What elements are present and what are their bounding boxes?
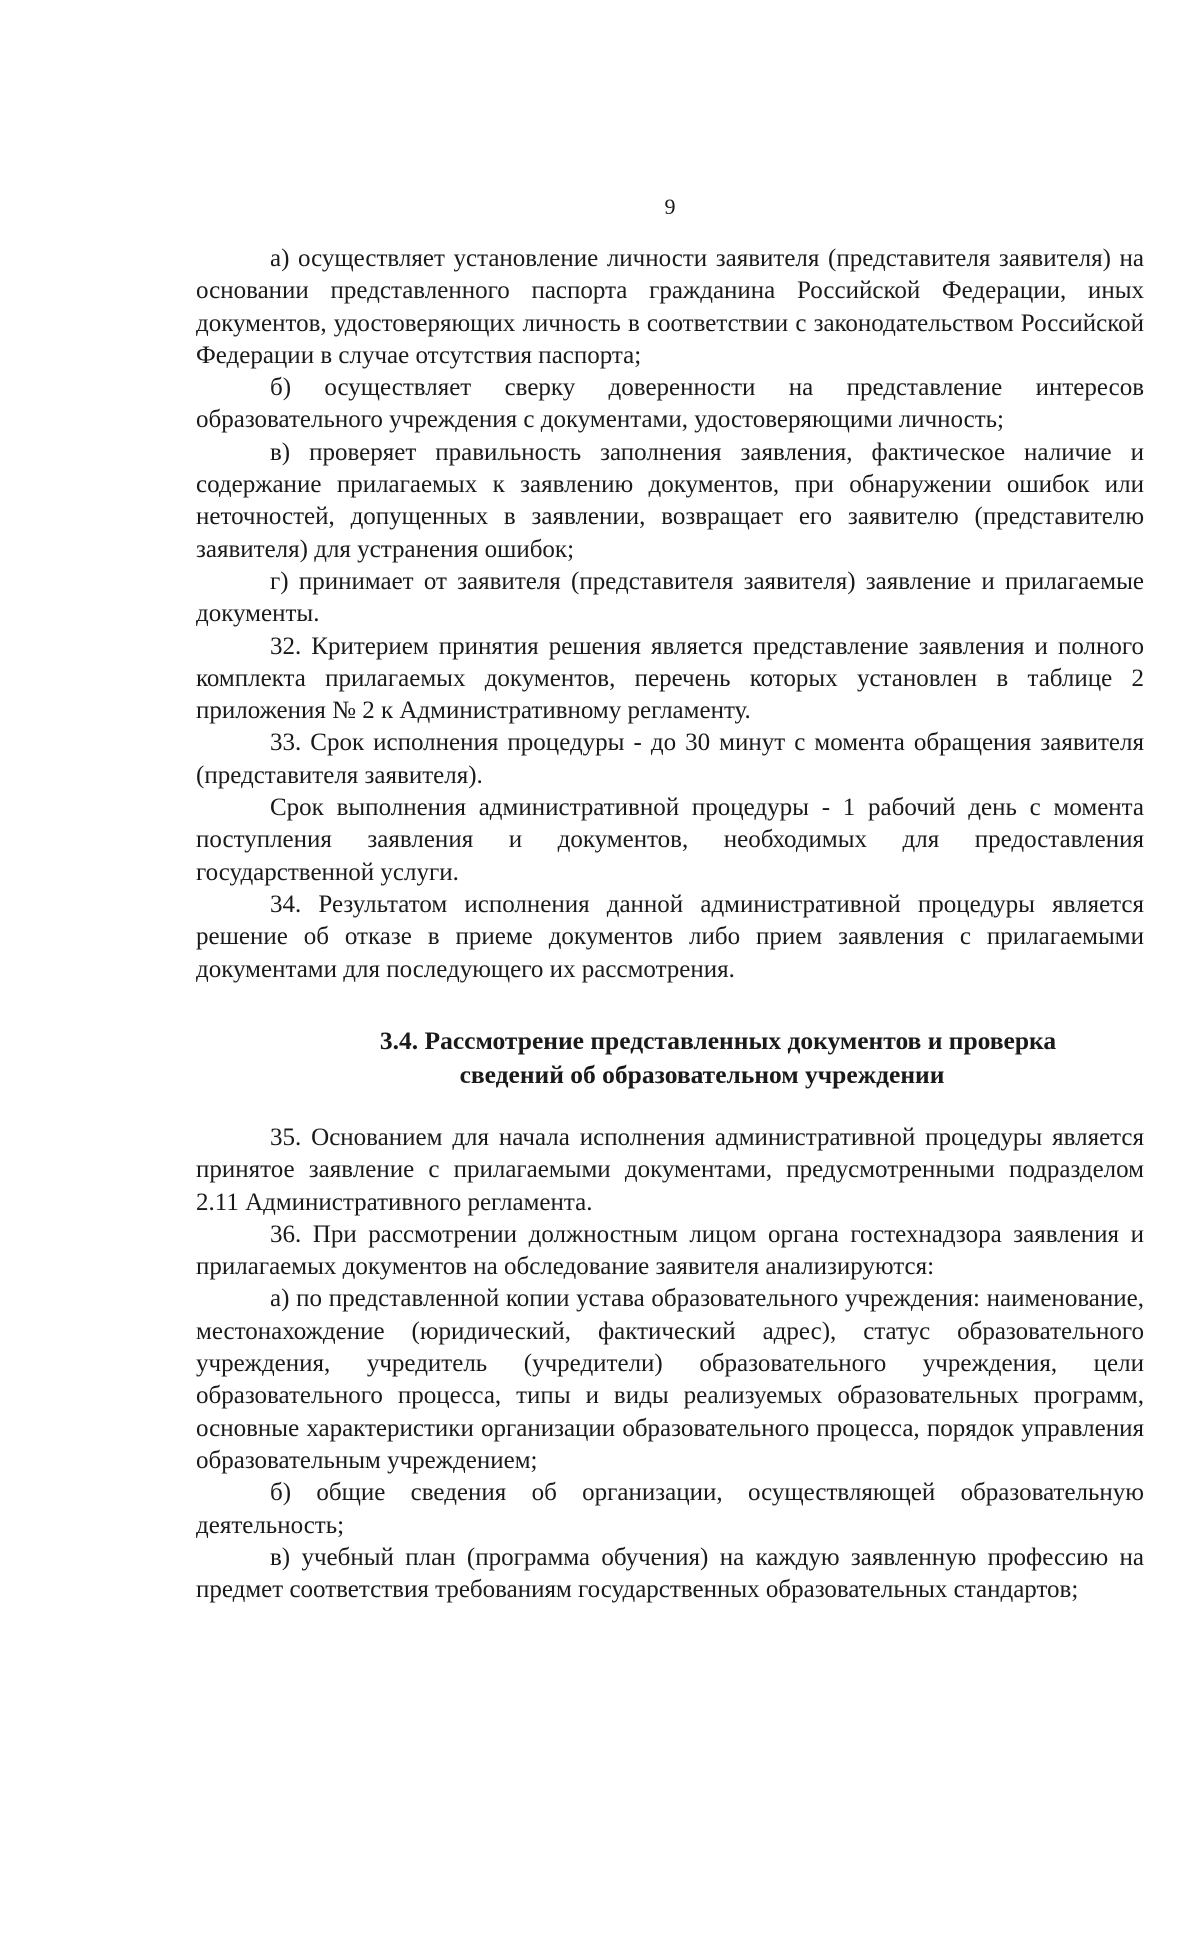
paragraph-32-criterion: 32. Критерием принятия решения является представление заявления и полного комплекта прилагаемых документов, перечень которых установлен в таблице 2 приложения № 2 к Административному регламенту. — [196, 632, 1144, 725]
paragraph-36-analysis: 36. При рассмотрении должностным лицом органа гостехнадзора заявления и прилагаемых документов на обследование заявителя анализируются: — [196, 1220, 1144, 1281]
body-text-upper — [196, 243, 1144, 986]
paragraph-procedure-term: Срок выполнения административной процедуры - 1 рабочий день с момента поступления заявления и документов, необходимых для предоставления государственной услуги. — [196, 794, 1144, 886]
paragraph-34-result: 34. Результатом исполнения данной административной процедуры является решение об отказе в приеме документов либо прием заявления с прилагаемыми документами для последующего их рассмотрения. — [196, 890, 1144, 983]
page-number: 9 — [664, 194, 676, 219]
section-heading-line-2: сведений об образовательном учреждении — [459, 1060, 945, 1089]
paragraph-a-charter: а) по представленной копии устава образовательного учреждения: наименование, местонахождение (юридический, фактический адрес), статус образовательного учреждения, учредитель (учредители) образовательного учреждения, цели образовательного процесса, типы и виды реализуемых образовательных программ, основные характеристики организации образовательного процесса, порядок управления образовательным учреждением; — [196, 1285, 1144, 1474]
body-text-lower — [196, 1122, 1144, 1606]
section-heading-3-4 — [196, 1024, 1144, 1092]
paragraph-v-curriculum: в) учебный план (программа обучения) на каждую заявленную профессию на предмет соответствия требованиям государственных образовательных стандартов; — [196, 1543, 1144, 1604]
paragraph-a-identity: а) осуществляет установление личности заявителя (представителя заявителя) на основании представленного паспорта гражданина Российской Федерации, иных документов, удостоверяющих личность в соответствии с законодательством Российской Федерации в случае отсутствия паспорта; — [196, 245, 1144, 369]
paragraph-g-accept-documents: г) принимает от заявителя (представителя заявителя) заявление и прилагаемые документы. — [196, 567, 1144, 628]
paragraph-b-general-info: б) общие сведения об организации, осуществляющей образовательную деятельность; — [196, 1479, 1144, 1539]
paragraph-v-check-application: в) проверяет правильность заполнения заявления, фактическое наличие и содержание прилагаемых к заявлению документов, при обнаружении ошибок или неточностей, допущенных в заявлении, возвращает его заявителю (представителю заявителя) для устранения ошибок; — [196, 438, 1144, 563]
paragraph-b-power-of-attorney: б) осуществляет сверку доверенности на представление интересов образовательного учреждения с документами, удостоверяющими личность; — [196, 374, 1144, 434]
section-heading-line-1: 3.4. Рассмотрение представленных документов и проверка — [379, 1026, 1057, 1055]
paragraph-35-basis: 35. Основанием для начала исполнения административной процедуры является принятое заявление с прилагаемыми документами, предусмотренными подразделом 2.11 Административного регламента. — [196, 1124, 1144, 1216]
paragraph-33-deadline: 33. Срок исполнения процедуры - до 30 минут с момента обращения заявителя (представителя заявителя). — [196, 729, 1144, 789]
